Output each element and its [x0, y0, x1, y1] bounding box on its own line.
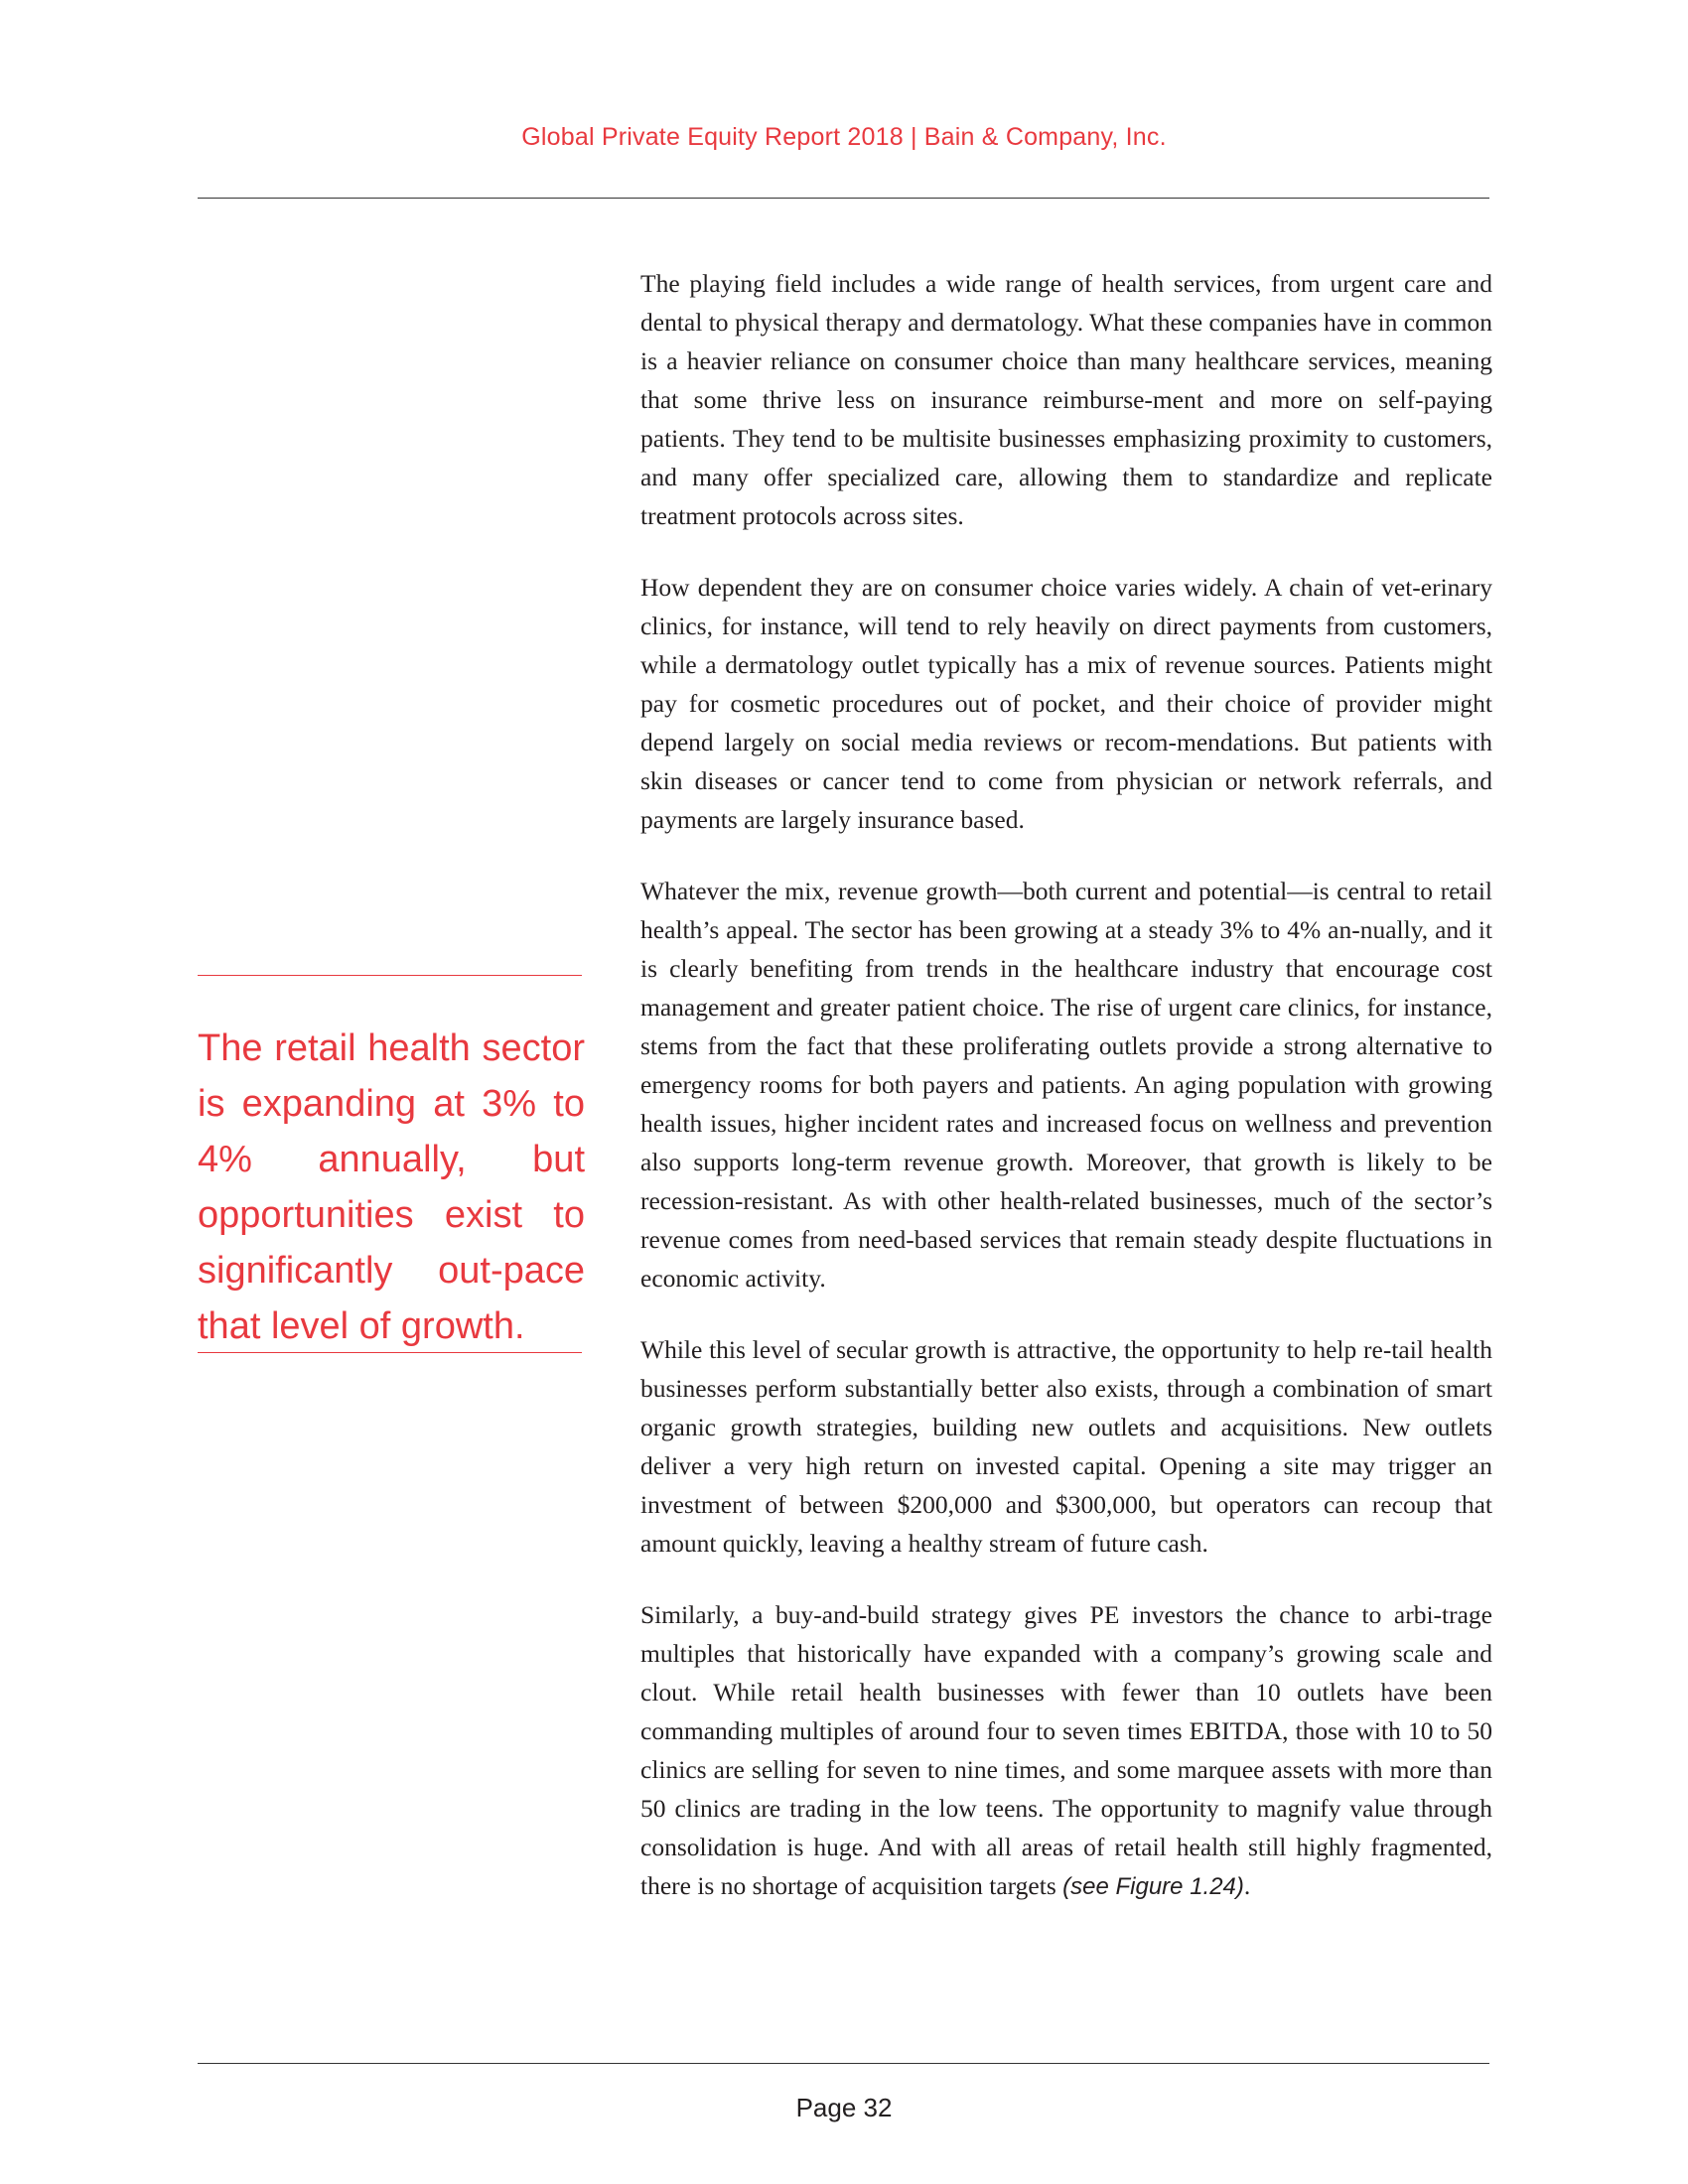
body-paragraph-4: While this level of secular growth is attractive, the opportunity to help re-tail health businesses perform substantially better also exists, through a combination of smart organic growth strategies, building new outlets and acquisitions. New outlets deliver a very high return on invested capital. Opening a site may trigger an investment of between $200,000 and $300,000, but operators can recoup that amount quickly, leaving a healthy stream of future cash. — [640, 1335, 1492, 1558]
pull-quote-bottom-rule — [198, 1352, 582, 1353]
header-divider — [198, 198, 1489, 199]
pull-quote: The retail health sector is expanding at 3% to 4% annually, but opportunities exist to significantly out-pace that level of growth. — [198, 1027, 585, 1347]
page-number: Page 32 — [795, 2093, 893, 2122]
body-text-column — [640, 264, 1492, 1939]
body-paragraph-3: Whatever the mix, revenue growth—both current and potential—is central to retail health’s appeal. The sector has been growing at a steady 3% to 4% an-nually, and it is clearly benefiting from trends in the healthcare industry that encourage cost management and greater patient choice. The rise of urgent care clinics, for instance, stems from the fact that these proliferating outlets provide a strong alternative to emergency rooms for both payers and patients. An aging population with growing health issues, higher incident rates and increased focus on wellness and prevention also supports long-term revenue growth. Moreover, that growth is likely to be recession-resistant. As with other health-related businesses, much of the sector’s revenue comes from need-based services that remain steady despite fluctuations in economic activity. — [640, 877, 1492, 1293]
body-paragraph-2: How dependent they are on consumer choice varies widely. A chain of vet-erinary clinics, for instance, will tend to rely heavily on direct payments from customers, while a dermatology outlet typically has a mix of revenue sources. Patients might pay for cosmetic procedures out of pocket, and their choice of provider might depend largely on social media reviews or recom-mendations. But patients with skin diseases or cancer tend to come from physician or network referrals, and payments are largely insurance based. — [640, 573, 1492, 834]
body-paragraph-1: The playing field includes a wide range of health services, from urgent care and dental to physical therapy and dermatology. What these companies have in common is a heavier reliance on consumer choice than many healthcare services, meaning that some thrive less on insurance reimburse-ment and more on self-paying patients. They tend to be multisite businesses emphasizing proximity to customers, and many offer specialized care, allowing them to standardize and replicate treatment protocols across sites. — [640, 269, 1492, 530]
pull-quote-top-rule — [198, 975, 582, 976]
body-paragraph-5-text: Similarly, a buy-and-build strategy gives PE investors the chance to arbi-trage multiples that historically have expanded with a company’s growing scale and clout. While retail health businesses with fewer than 10 outlets have been commanding multiples of around four to seven times EBITDA, those with 10 to 50 clinics are selling for seven to nine times, and some marquee assets with more than 50 clinics are trading in the low teens. The opportunity to magnify value through consolidation is huge. And with all areas of retail health still highly fragmented, there is no shortage of acquisition targets — [640, 1600, 1492, 1900]
body-paragraph-5-end: . — [1243, 1871, 1251, 1900]
page-header: Global Private Equity Report 2018 | Bain & Company, Inc. — [521, 123, 1167, 151]
body-paragraph-5 — [640, 1595, 1492, 1906]
figure-reference: (see Figure 1.24) — [1062, 1873, 1244, 1900]
footer-divider — [198, 2063, 1489, 2064]
